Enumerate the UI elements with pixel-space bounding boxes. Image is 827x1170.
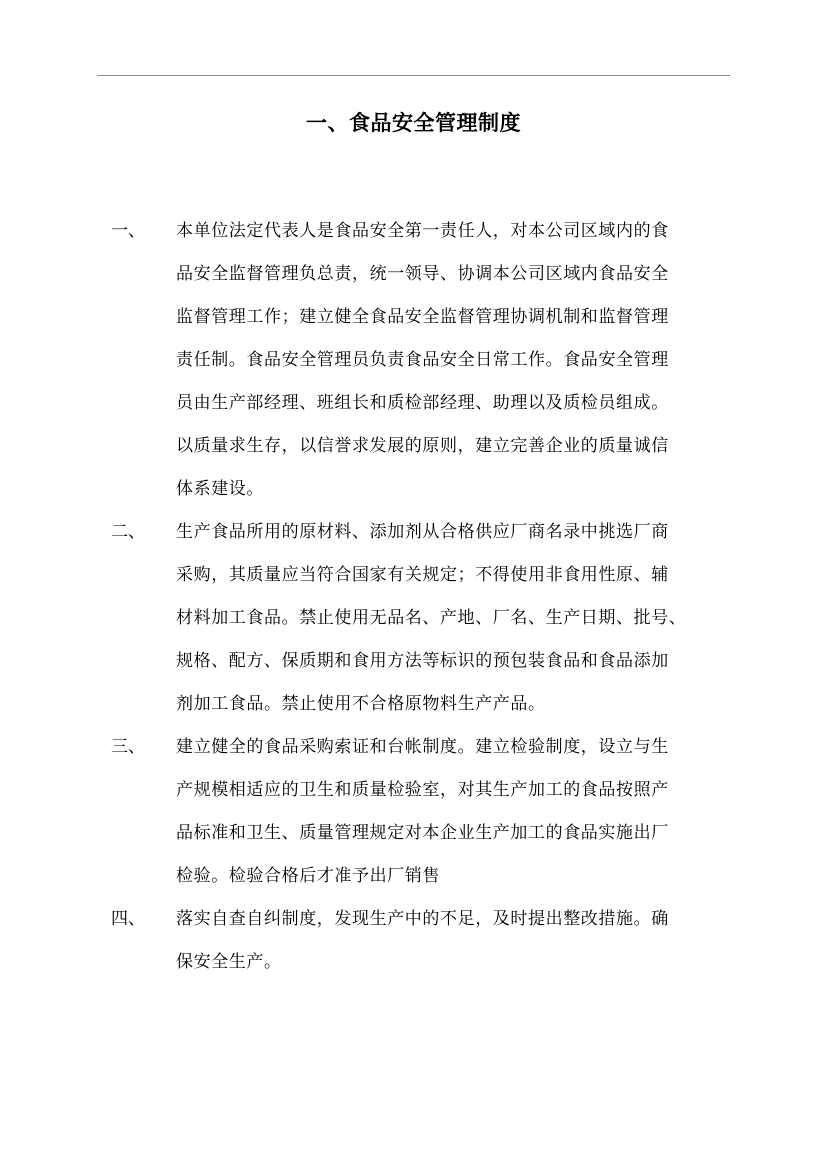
clause-line: 以质量求生存，以信誉求发展的原则，建立完善企业的质量诚信	[176, 436, 669, 456]
clause-line: 规格、配方、保质期和食用方法等标识的预包装食品和食品添加	[176, 651, 669, 671]
clause-line: 品安全监督管理负总责，统一领导、协调本公司区域内食品安全	[176, 264, 669, 284]
clause-text	[176, 511, 827, 726]
clause-number: 二、	[111, 522, 145, 542]
clause-2	[0, 511, 827, 726]
clause-4	[0, 898, 827, 984]
clause-3	[0, 726, 827, 898]
clause-line: 责任制。食品安全管理员负责食品安全日常工作。食品安全管理	[176, 350, 669, 370]
clause-line: 体系建设。	[176, 479, 264, 499]
clause-line: 剂加工食品。禁止使用不合格原物料生产产品。	[176, 694, 546, 714]
clause-text	[176, 726, 827, 898]
clause-number: 一、	[111, 221, 145, 241]
clause-line: 生产食品所用的原材料、添加剂从合格供应厂商名录中挑选厂商	[176, 522, 669, 542]
clause-line: 员由生产部经理、班组长和质检部经理、助理以及质检员组成。	[176, 393, 669, 413]
clause-line: 本单位法定代表人是食品安全第一责任人，对本公司区域内的食	[176, 221, 669, 241]
clause-number: 四、	[111, 909, 145, 929]
clause-line: 采购，其质量应当符合国家有关规定；不得使用非食用性原、辅	[176, 565, 669, 585]
clause-line: 落实自查自纠制度，发现生产中的不足，及时提出整改措施。确	[176, 909, 669, 929]
clause-line: 产规模相适应的卫生和质量检验室，对其生产加工的食品按照产	[176, 780, 669, 800]
clause-text	[176, 210, 827, 511]
clause-text	[176, 898, 827, 984]
clause-line: 检验。检验合格后才准予出厂销售	[176, 866, 440, 886]
clause-line: 监督管理工作；建立健全食品安全监督管理协调机制和监督管理	[176, 307, 669, 327]
clause-list	[0, 210, 827, 984]
document-title: 一、食品安全管理制度	[306, 111, 521, 135]
clause-line: 保安全生产。	[176, 952, 282, 972]
clause-1	[0, 210, 827, 511]
clause-line: 建立健全的食品采购索证和台帐制度。建立检验制度，设立与生	[176, 737, 669, 757]
clause-line: 材料加工食品。禁止使用无品名、产地、厂名、生产日期、批号、	[176, 608, 687, 628]
header-rule	[97, 75, 730, 76]
clause-line: 品标准和卫生、质量管理规定对本企业生产加工的食品实施出厂	[176, 823, 669, 843]
clause-number: 三、	[111, 737, 145, 757]
